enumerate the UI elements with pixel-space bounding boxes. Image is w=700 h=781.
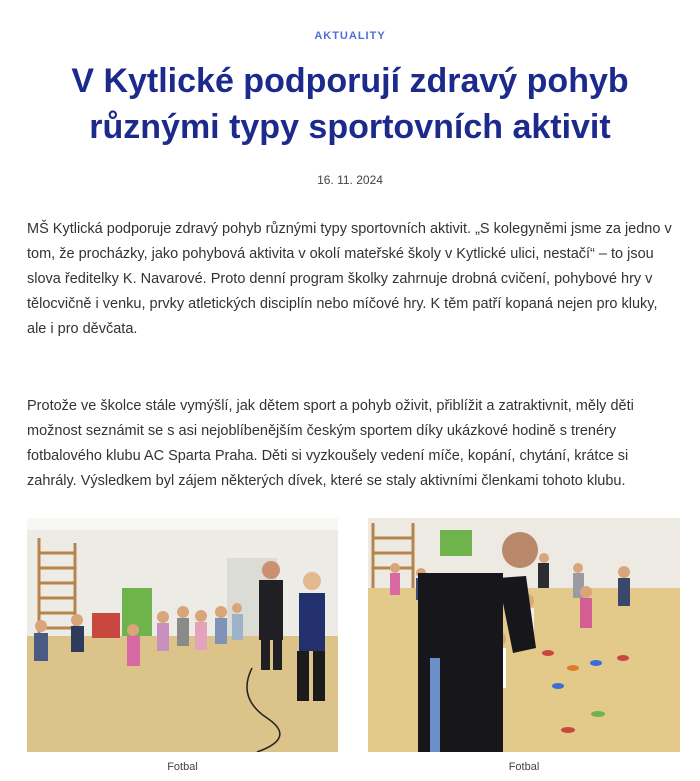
gallery-photo-2[interactable] [368, 518, 680, 752]
article-paragraph-1: MŠ Kytlická podporuje zdravý pohyb různými typy sportovních aktivit. „S kolegyněmi jsme za jedno v tom, že procházky, jako pohybová aktivita v okolí mateřské školy v Kytlické ulici, nestačí“ – to jsou slova ředitelky K. Navarové. Proto denní program školky zahrnuje drobná cvičení, pohybové hry v tělocvičně i venku, prvky atletických disciplín nebo míčové hry. K těm patří kopaná nejen pro kluky, ale i pro děvčata. [27, 221, 672, 337]
gym-photo-illustration [27, 518, 338, 752]
gallery-caption-1: Fotbal [167, 761, 198, 773]
gallery-photo-1[interactable] [27, 518, 338, 752]
article-paragraph-2: Protože ve školce stále vymýšlí, jak dětem sport a pohyb oživit, přiblížit a zatraktivnit, měly děti možnost seznámit se s asi nejoblíbenějším českým sportem díky ukázkové hodině s trenéry fotbalového klubu AC Sparta Praha. Děti si vyzkoušely vedení míče, kopání, chytání, krátce si zahrály. Výsledkem byl zájem některých dívek, které se staly aktivními členkami tohoto klubu. [27, 398, 634, 489]
article-category[interactable]: AKTUALITY [314, 30, 386, 42]
article-date: 16. 11. 2024 [317, 173, 383, 187]
article-title: V Kytlické podporují zdravý pohyb různými typy sportovních aktivit [71, 62, 629, 146]
training-photo-illustration [368, 518, 680, 752]
gallery-caption-2: Fotbal [508, 761, 540, 773]
